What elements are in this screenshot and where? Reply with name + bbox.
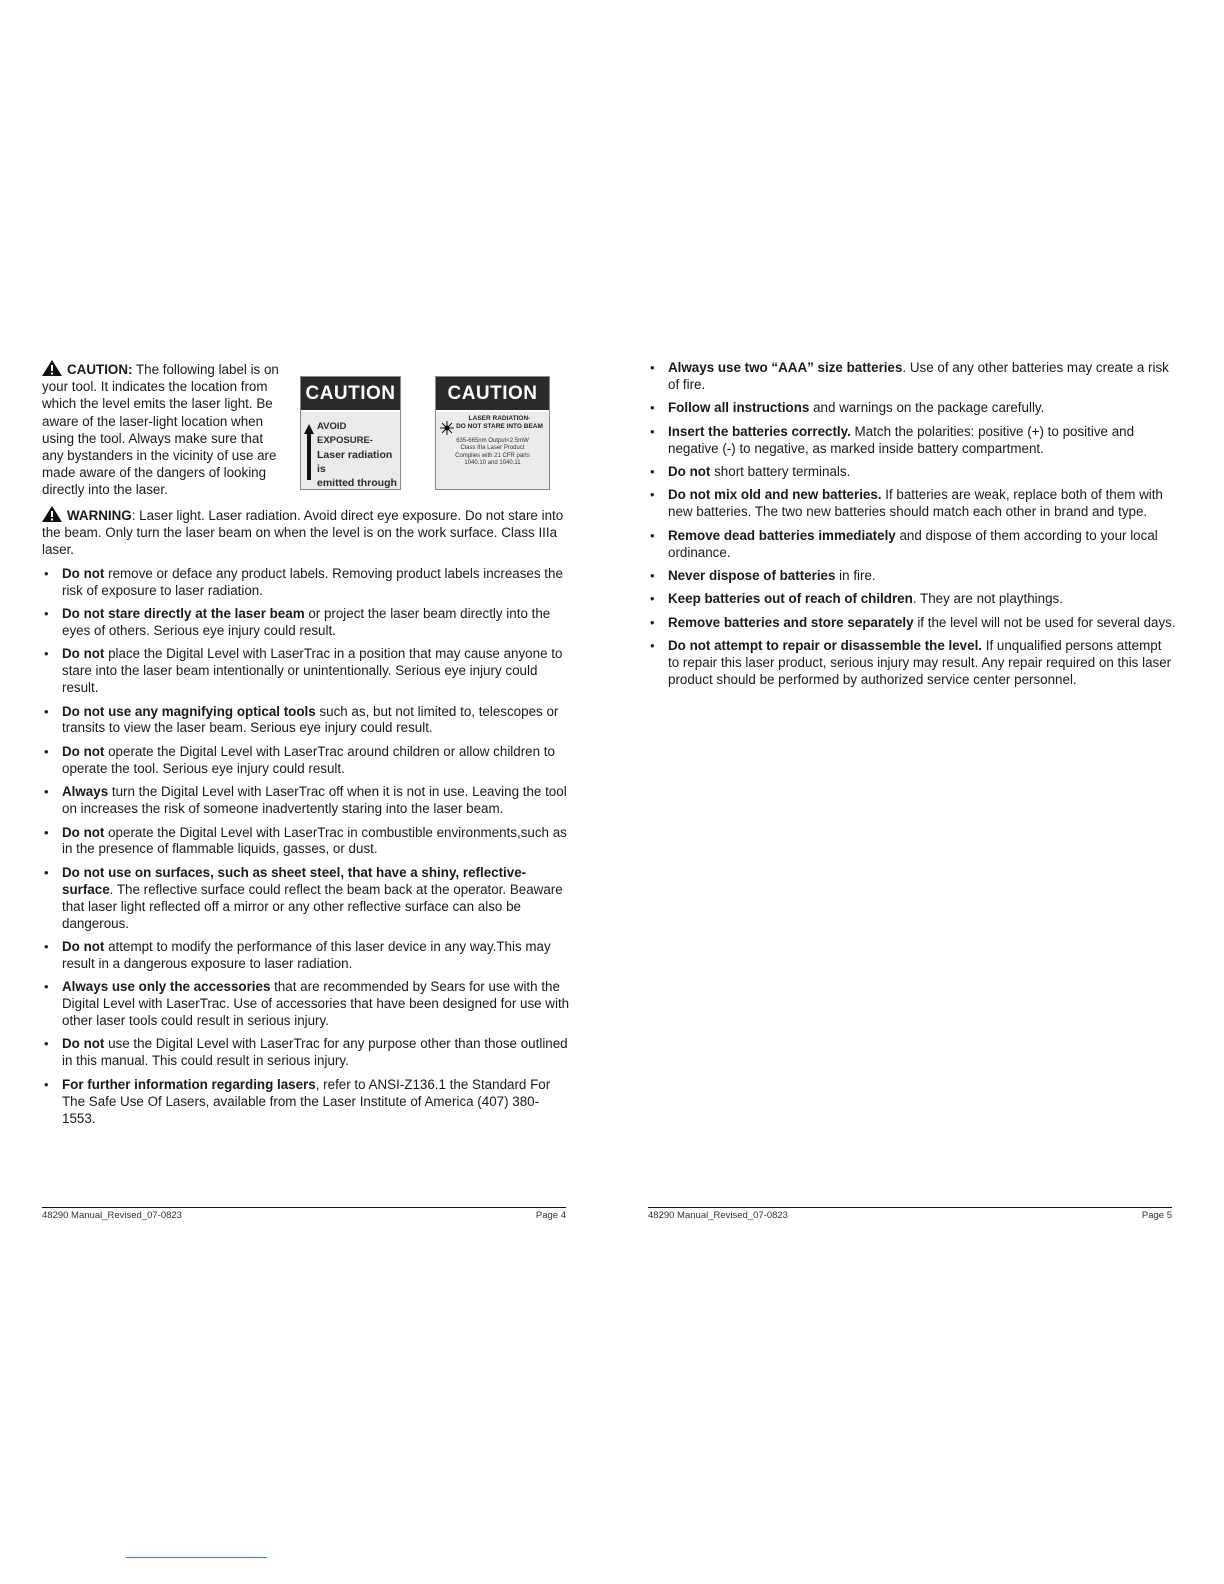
caution-paragraph — [42, 360, 288, 499]
list-item: • Do not attempt to modify the performance of this laser device in any way.This may result in a dangerous exposure to laser radiation. — [42, 939, 572, 973]
label-line: Class IIIa Laser Product — [460, 445, 525, 452]
label-line: 635-665nm Output<2.5mW — [456, 438, 529, 444]
list-item: • For further information regarding lasers, refer to ANSI-Z136.1 the Standard For The Safe Use Of Lasers, available from the Laser Institute of America (407) 380-1553. — [42, 1077, 572, 1128]
list-item: • Never dispose of batteries in fire. — [648, 568, 1176, 585]
footer-page-5 — [648, 1207, 1172, 1228]
caution-text: The following label is on your tool. It indicates the location from which the level emits the laser light. Be aware of the laser-light location when using the tool. Always make sure that any bystanders in the vicinity of use are made aware of the dangers of looking directly into the laser. — [42, 362, 279, 498]
page-5 — [648, 360, 1176, 696]
list-item: • Do not use on surfaces, such as sheet steel, that have a shiny, reflective-surface. The reflective surface could reflect the beam back at the operator. Beaware that laser light reflected off a mirror or any other reflective surface can also be dangerous. — [42, 865, 572, 933]
footer-document-id: 48290 Manual_Revised_07-0823 — [648, 1210, 788, 1221]
right-bullet-list — [648, 360, 1176, 689]
list-item: • Do not stare directly at the laser beam or project the laser beam directly into the eyes of others. Serious eye injury could result. — [42, 606, 572, 640]
list-item: • Do not use any magnifying optical tools such as, but not limited to, telescopes or transits to view the laser beam. Serious eye injury could result. — [42, 704, 572, 738]
footer-page-number: Page 5 — [1141, 1210, 1172, 1221]
label-heading: CAUTION — [436, 377, 549, 412]
list-item: • Insert the batteries correctly. Match the polarities: positive (+) to positive and negative (-) to negative, as marked inside battery compartment. — [648, 424, 1176, 458]
list-item: • Do not attempt to repair or disassemble the level. If unqualified persons attempt to repair this laser product, serious injury may result. Any repair required on this laser product should be performed by authorized service center personnel. — [648, 638, 1176, 689]
list-item: • Always turn the Digital Level with LaserTrac off when it is not in use. Leaving the tool on increases the risk of someone inadvertently staring into the laser beam. — [42, 784, 572, 818]
label-heading: CAUTION — [301, 377, 400, 412]
label-line: Complies with 21 CFR parts — [455, 452, 530, 459]
label-line: DO NOT STARE INTO BEAM — [456, 423, 543, 430]
list-item: • Remove batteries and store separately if the level will not be used for several days. — [648, 615, 1176, 632]
page-4 — [42, 360, 572, 1134]
caution-label: CAUTION: — [67, 362, 133, 377]
label-line: Laser radiation is — [317, 449, 393, 475]
list-item: • Keep batteries out of reach of children. They are not playthings. — [648, 591, 1176, 608]
list-item: • Do not mix old and new batteries. If batteries are weak, replace both of them with new batteries. The two new batteries should match each other in brand and type. — [648, 487, 1176, 521]
caution-label-radiation — [435, 376, 550, 490]
list-item: • Always use two “AAA” size batteries. Use of any other batteries may create a risk of fire. — [648, 360, 1176, 394]
label-line: 1040.10 and 1040.11 — [464, 459, 521, 466]
left-bullet-list — [42, 566, 572, 1128]
footer-page-4 — [42, 1207, 566, 1228]
list-item: • Do not use the Digital Level with LaserTrac for any purpose other than those outlined in this manual. This could result in serious injury. — [42, 1036, 572, 1070]
list-item: • Do not remove or deface any product labels. Removing product labels increases the risk of exposure to laser radiation. — [42, 566, 572, 600]
warning-label: WARNING — [67, 508, 132, 523]
label-line: AVOID EXPOSURE- — [317, 421, 373, 446]
caution-label-aperture — [300, 376, 401, 490]
footer-document-id: 48290 Manual_Revised_07-0823 — [42, 1210, 182, 1221]
list-item: • Always use only the accessories that are recommended by Sears for use with the Digital Level with LaserTrac. Use of accessories that have been designed for use with other laser tools could result in serious injury. — [42, 979, 572, 1030]
warning-paragraph — [42, 506, 572, 559]
label-line: emitted through — [317, 477, 397, 489]
list-item: • Remove dead batteries immediately and dispose of them according to your local ordinance. — [648, 528, 1176, 562]
label-line: LASER RADIATION- — [468, 415, 531, 422]
warning-triangle-icon — [42, 506, 62, 522]
caution-section — [42, 360, 572, 506]
list-item: • Do not operate the Digital Level with LaserTrac in combustible environments,such as in the presence of flammable liquids, gasses, or dust. — [42, 825, 572, 859]
laser-starburst-icon — [440, 421, 454, 435]
divider-line — [126, 1557, 267, 1558]
list-item: • Do not place the Digital Level with LaserTrac in a position that may cause anyone to stare into the laser beam intentionally or unintentionally. Serious eye injury could result. — [42, 646, 572, 697]
arrow-up-icon — [304, 424, 314, 480]
warning-triangle-icon — [42, 360, 62, 376]
footer-page-number: Page 4 — [535, 1210, 566, 1221]
list-item: • Do not short battery terminals. — [648, 464, 1176, 481]
list-item: • Do not operate the Digital Level with LaserTrac around children or allow children to operate the tool. Serious eye injury could result. — [42, 744, 572, 778]
warning-text: : Laser light. Laser radiation. Avoid direct eye exposure. Do not stare into the beam. Only turn the laser beam on when the level is on the work surface. Class IIIa laser. — [42, 508, 564, 557]
list-item: • Follow all instructions and warnings on the package carefully. — [648, 400, 1176, 417]
